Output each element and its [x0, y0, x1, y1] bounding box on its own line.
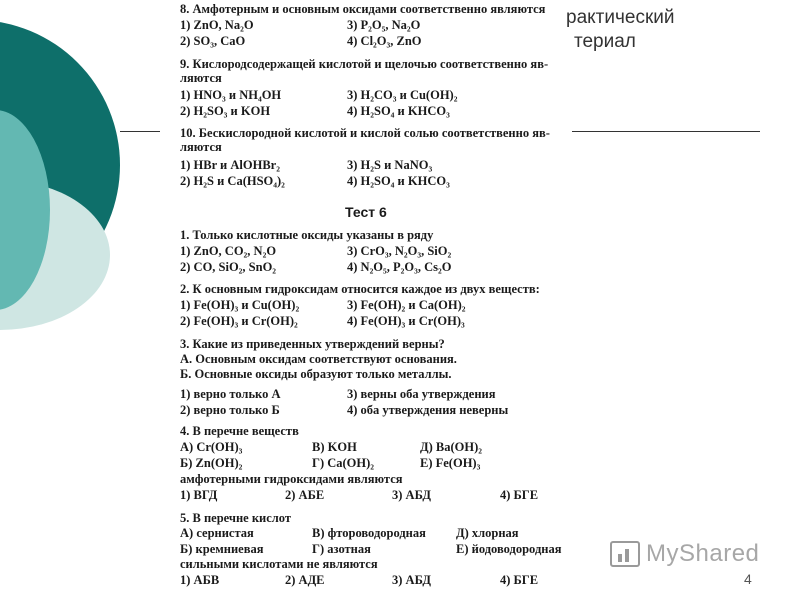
- t1-answer-2: 2) CO, SiO₂, SnO₂: [180, 260, 277, 274]
- t3-answer-4: 4) оба утверждения неверны: [347, 403, 509, 417]
- t3-question: 3. Какие из приведенных утверждений верны?: [180, 337, 445, 351]
- t2-answer-4: 4) Fe(OH)₃ и Cr(OH)₃: [347, 314, 465, 328]
- test-6-title: Тест 6: [345, 204, 387, 220]
- divider-right: [572, 131, 760, 132]
- q9-answer-3: 3) H₂CO₃ и Cu(OH)₂: [347, 88, 458, 102]
- t1-answer-3: 3) CrO₃, N₂O₃, SiO₂: [347, 244, 452, 258]
- t4-option-a: А) Cr(OH)₃: [180, 440, 243, 454]
- t5-option-d: Д) хлорная: [456, 526, 519, 540]
- t5-option-a: А) сернистая: [180, 526, 254, 540]
- q8-answer-3: 3) P₂O₅, Na₂O: [347, 18, 421, 32]
- t3-answer-1: 1) верно только А: [180, 387, 281, 401]
- t1-answer-4: 4) N₂O₅, P₂O₃, Cs₂O: [347, 260, 452, 274]
- myshared-logo: [610, 538, 759, 570]
- t1-question: 1. Только кислотные оксиды указаны в ряду: [180, 228, 434, 242]
- q8-answer-2: 2) SO₃, CaO: [180, 34, 246, 48]
- t2-question: 2. К основным гидроксидам относится каждое из двух веществ:: [180, 282, 540, 296]
- t2-answer-2: 2) Fe(OH)₃ и Cr(OH)₂: [180, 314, 298, 328]
- t1-answer-1: 1) ZnO, CO₂, N₂O: [180, 244, 277, 258]
- t4-option-d: Д) Ba(OH)₂: [420, 440, 482, 454]
- slide-title-line-2: териал: [574, 31, 636, 52]
- t2-answer-1: 1) Fe(OH)₃ и Cu(OH)₂: [180, 298, 300, 312]
- q9-answer-2: 2) H₂SO₃ и KOH: [180, 104, 271, 118]
- q8-answer-1: 1) ZnO, Na₂O: [180, 18, 254, 32]
- q9-question-line-1: 9. Кислородсодержащей кислотой и щелочью соответственно яв-: [180, 57, 549, 71]
- t4-option-b: Б) Zn(OH)₂: [180, 456, 243, 470]
- q10-question-line-2: ляются: [180, 140, 222, 154]
- t4-answer-1: 1) ВГД: [180, 488, 218, 502]
- slide-title: [566, 6, 674, 54]
- t5-tail-start: сильными кислотами: [180, 557, 307, 571]
- t4-answer-4: 4) БГЕ: [500, 488, 539, 502]
- t5-tail: [180, 557, 378, 571]
- slide-title-line-1: рактический: [566, 7, 675, 28]
- t3-statement-b: Б. Основные оксиды образуют только металлы.: [180, 367, 452, 381]
- presentation-chart-icon: [610, 541, 640, 567]
- page-number: 4: [744, 571, 752, 587]
- q10-answer-3: 3) H₂S и NaNO₃: [347, 158, 433, 172]
- t3-statement-a: А. Основным оксидам соответствуют основания.: [180, 352, 457, 366]
- q8-answer-4: 4) Cl₂O₃, ZnO: [347, 34, 422, 48]
- t5-option-v: В) фтороводородная: [312, 526, 426, 540]
- scanned-test-page: [180, 0, 575, 600]
- t5-question: 5. В перечне кислот: [180, 511, 292, 525]
- logo-text: MyShared: [646, 540, 760, 567]
- t2-answer-3: 3) Fe(OH)₂ и Ca(OH)₂: [347, 298, 466, 312]
- q8-question: 8. Амфотерным и основным оксидами соответственно являются: [180, 2, 546, 16]
- t5-answer-3: 3) АБД: [392, 573, 431, 587]
- t4-answer-3: 3) АБД: [392, 488, 431, 502]
- t5-answer-1: 1) АБВ: [180, 573, 220, 587]
- t5-option-e: Е) йодоводородная: [456, 542, 562, 556]
- q10-answer-1: 1) HBr и AlOHBr₂: [180, 158, 280, 172]
- q9-answer-4: 4) H₂SO₄ и KHCO₃: [347, 104, 450, 118]
- t4-option-v: В) KOH: [312, 440, 357, 454]
- t4-tail: амфотерными гидроксидами являются: [180, 472, 403, 486]
- t4-option-e: Е) Fe(OH)₃: [420, 456, 481, 470]
- q10-answer-2: 2) H₂S и Ca(HSO₄)₂: [180, 174, 285, 188]
- q10-question-line-1: 10. Бескислородной кислотой и кислой солью соответственно яв-: [180, 126, 550, 140]
- t4-question: 4. В перечне веществ: [180, 424, 299, 438]
- t5-tail-bold: не являются: [306, 557, 378, 571]
- t5-option-b: Б) кремниевая: [180, 542, 264, 556]
- t5-answer-2: 2) АДЕ: [285, 573, 325, 587]
- t4-answer-2: 2) АБЕ: [285, 488, 325, 502]
- t3-answer-2: 2) верно только Б: [180, 403, 280, 417]
- divider-left: [120, 131, 160, 132]
- t4-option-g: Г) Ca(OH)₂: [312, 456, 375, 470]
- t5-answer-4: 4) БГЕ: [500, 573, 539, 587]
- q9-answer-1: 1) HNO₃ и NH₄OH: [180, 88, 282, 102]
- t5-option-g: Г) азотная: [312, 542, 371, 556]
- q10-answer-4: 4) H₂SO₄ и KHCO₃: [347, 174, 450, 188]
- t3-answer-3: 3) верны оба утверждения: [347, 387, 496, 401]
- q9-question-line-2: ляются: [180, 71, 222, 85]
